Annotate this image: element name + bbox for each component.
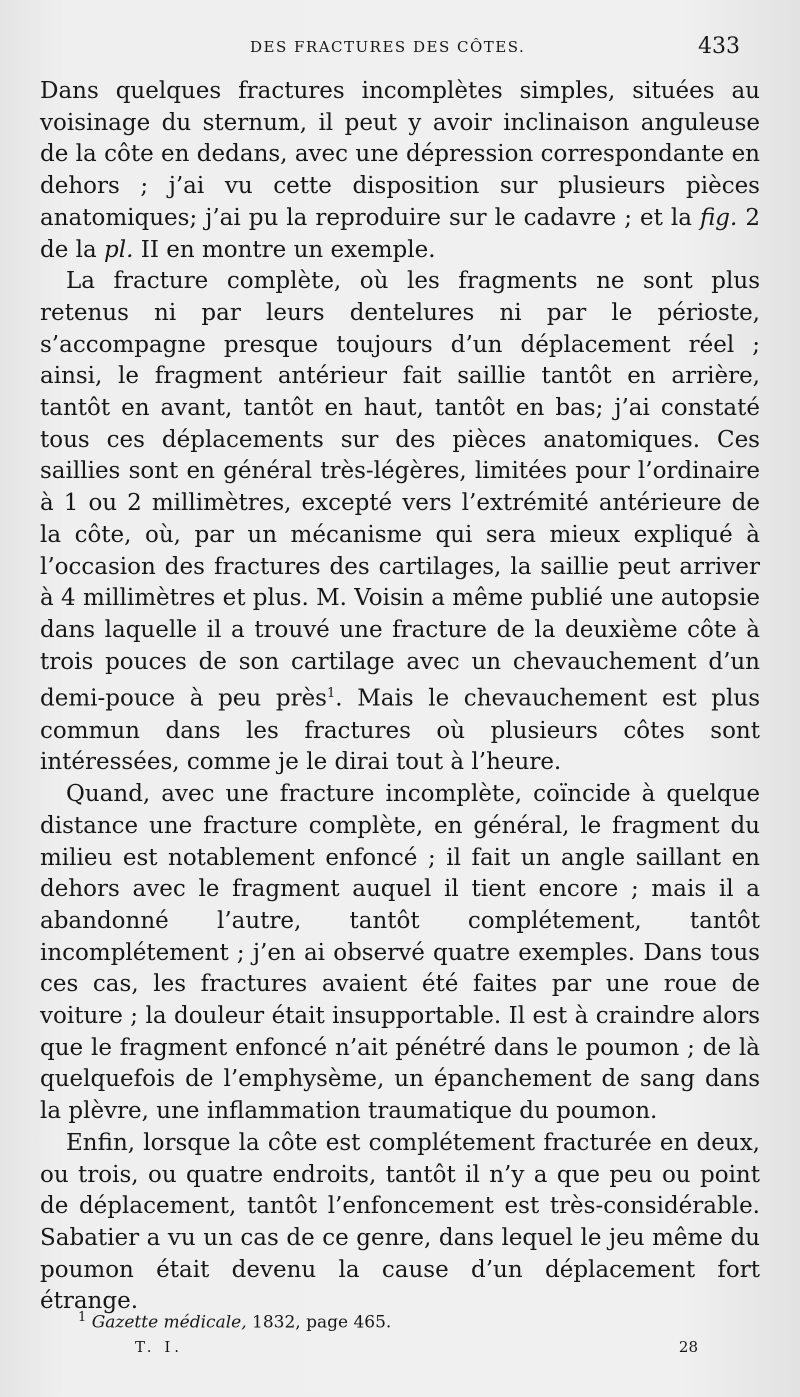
sheet-number: 28 bbox=[678, 1338, 698, 1356]
paragraph-1: Dans quelques fractures incomplètes simples, situées au voisinage du sternum, il peut y avoir inclinaison anguleuse de la côte en dedans, avec une dépression correspondante en dehors ; j’ai vu cette disposition sur plusieurs pièces anatomiques; j’ai pu la reproduire sur le cadavre ; et la fig. 2 de la pl. II en montre un exemple. bbox=[40, 78, 760, 263]
plate-reference: pl. bbox=[104, 236, 134, 263]
paragraph-3: Quand, avec une fracture incomplète, coïncide à quelque distance une fracture complète, en général, le fragment du milieu est notablement enfoncé ; il fait un angle saillant en dehors avec le fragment auquel il tient encore ; mais il a abandonné l’autre, tantôt complétement, tantôt incomplétement ; j’en ai observé quatre exemples. Dans tous ces cas, les fractures avaient été faites par une roue de voiture ; la douleur était insupportable. Il est à craindre alors que le fragment enfoncé n’ait pénétré dans le poumon ; de là quelquefois de l’emphysème, un épanchement de sang dans la plèvre, une inflammation traumatique du poumon. bbox=[40, 781, 760, 1125]
footnote-marker: 1 bbox=[326, 686, 336, 702]
volume-signature: T. I. bbox=[135, 1338, 184, 1356]
page-number: 433 bbox=[698, 34, 740, 59]
body-text bbox=[40, 76, 760, 1318]
paragraph-4: Enfin, lorsque la côte est complétement fracturée en deux, ou trois, ou quatre endroits, tantôt il n’y a que peu ou point de déplacement, tantôt l’enfoncement est très-considérable. Sabatier a vu un cas de ce genre, dans lequel le jeu même du poumon était devenu la cause d’un déplacement fort étrange. bbox=[40, 1129, 760, 1315]
footnote-source: Gazette médicale, bbox=[91, 1312, 247, 1333]
fig-reference: fig. bbox=[699, 204, 738, 231]
footnote bbox=[78, 1310, 758, 1333]
page-header bbox=[40, 34, 740, 64]
paragraph-2: La fracture complète, où les fragments ne sont plus retenus ni par leurs dentelures ni par le périoste, s’accompagne presque toujours d’un déplacement réel ; ainsi, le fragment antérieur fait saillie tantôt en arrière, tantôt en avant, tantôt en haut, tantôt en bas; j’ai constaté tous ces déplacements sur des pièces anatomiques. Ces saillies sont en général très-légères, limitées pour l’ordinaire à 1 ou 2 millimètres, excepté vers l’extrémité antérieure de la côte, où, par un mécanisme qui sera mieux expliqué à l’occasion des fractures des cartilages, la saillie peut arriver à 4 millimètres et plus. M. Voisin a même publié une autopsie dans laquelle il a trouvé une fracture de la deuxième côte à trois pouces de son cartilage avec un chevauchement d’un demi-pouce à peu près$^1$. Mais le chevauchement est plus commun dans les fractures où plusieurs côtes sont intéressées, comme je le dirai tout à l’heure. bbox=[40, 268, 760, 776]
footnote-detail: 1832, page 465. bbox=[246, 1312, 392, 1333]
footnote-number: 1 bbox=[78, 1310, 87, 1325]
running-title: DES FRACTURES DES CÔTES. bbox=[250, 38, 526, 56]
